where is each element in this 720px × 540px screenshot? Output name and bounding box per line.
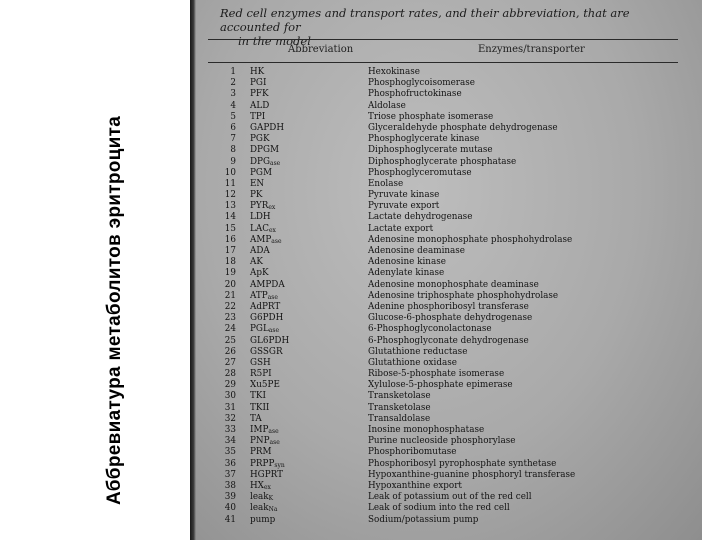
abbreviation-text: GSH [250,357,271,368]
row-enzyme: Purine nucleoside phosphorylase [368,436,516,447]
header-rule [208,62,678,63]
row-number: 3 [230,89,236,100]
table-row [190,291,702,302]
abbreviation-text: PFK [250,89,269,100]
table-row [190,436,702,447]
table-row [190,179,702,190]
table-row [190,168,702,179]
row-enzyme: Pyruvate kinase [368,190,440,201]
abbreviation-text: PGM [250,167,272,178]
row-enzyme: Glyceraldehyde phosphate dehydrogenase [368,122,558,133]
row-number: 31 [224,402,236,413]
row-number: 16 [224,234,236,245]
table-row [190,447,702,458]
row-enzyme: Enolase [368,178,404,189]
row-number: 25 [224,335,236,346]
abbreviation-text: LAC [250,223,269,234]
abbreviation-text: leak [250,503,269,514]
row-abbreviation [250,179,264,190]
row-abbreviation [250,347,283,358]
abbreviation-subscript: Na [268,506,278,514]
row-number: 11 [224,178,236,189]
row-abbreviation [250,67,264,78]
row-abbreviation [250,302,280,313]
table-row [190,380,702,391]
row-number: 5 [230,111,236,122]
row-number: 29 [224,380,236,391]
row-number: 39 [224,492,236,503]
abbreviation-text: AK [250,257,263,268]
table-row [190,302,702,313]
table-row [190,145,702,156]
abbreviation-text: HK [250,67,265,77]
table-row [190,492,702,503]
row-abbreviation [250,515,275,526]
table-row [190,134,702,145]
row-number: 7 [230,134,236,145]
abbreviation-subscript: ase [271,237,282,245]
table-row [190,358,702,369]
abbreviation-text: GL6PDH [250,335,290,346]
table-row [190,515,702,526]
abbreviation-text: PGI [250,78,267,89]
abbreviation-subscript: ase [267,293,278,301]
row-number: 24 [224,324,236,335]
row-number: 8 [230,145,236,156]
row-enzyme: 6-Phosphoglyconolactonase [368,324,492,335]
table-row [190,212,702,223]
row-abbreviation [250,358,271,369]
row-number: 4 [230,100,236,111]
abbreviation-text: PRM [250,447,272,458]
row-enzyme: Phosphoglyceromutase [368,167,472,178]
row-abbreviation [250,190,263,201]
row-abbreviation [250,78,266,89]
row-number: 2 [230,78,236,89]
row-number: 26 [224,346,236,357]
table-row [190,235,702,246]
row-enzyme: Phosphofructokinase [368,89,462,100]
row-enzyme: Diphosphoglycerate mutase [368,145,493,156]
table-body [190,67,702,526]
abbreviation-text: AMPDA [250,279,285,290]
abbreviation-text: R5PI [250,369,272,380]
table-row [190,369,702,380]
row-enzyme: Phosphoribomutase [368,447,457,458]
abbreviation-text: TPI [250,111,266,122]
abbreviation-text: EN [250,178,265,189]
abbreviation-text: TKII [250,402,270,413]
row-abbreviation [250,280,285,291]
abbreviation-text: PNP [250,436,270,447]
table-row [190,268,702,279]
row-abbreviation [250,212,271,223]
table-row [190,246,702,257]
row-enzyme: Glutathione reductase [368,346,468,357]
row-number: 36 [224,458,236,469]
row-number: 20 [224,279,236,290]
caption-line-1: Red cell enzymes and transport rates, and their abbreviation, that are accounted for [220,6,630,34]
abbreviation-subscript: ase [268,327,280,335]
table-row [190,257,702,268]
row-enzyme: Leak of potassium out of the red cell [368,492,532,503]
row-abbreviation [250,145,279,156]
row-abbreviation [250,391,266,402]
row-enzyme: Adenylate kinase [368,268,445,279]
abbreviation-text: ADA [250,246,270,256]
row-enzyme: Adenine phosphoribosyl transferase [368,301,529,312]
row-enzyme: Phosphoribosyl pyrophosphate synthetase [368,458,557,469]
row-number: 19 [224,268,236,279]
abbreviation-text: PGK [250,134,270,145]
row-abbreviation [250,313,283,324]
table-row [190,403,702,414]
row-enzyme: Sodium/potassium pump [368,514,479,525]
row-number: 35 [224,447,236,458]
row-enzyme: Leak of sodium into the red cell [368,503,510,514]
row-number: 13 [224,201,236,212]
table-caption [220,6,690,48]
row-enzyme: Hypoxanthine export [368,480,462,491]
row-abbreviation [250,336,289,347]
abbreviation-text: GAPDH [250,122,285,133]
table-row [190,190,702,201]
abbreviation-subscript: ex [268,204,276,212]
row-enzyme: Transaldolase [368,413,431,424]
table-row [190,78,702,89]
row-abbreviation [250,257,263,268]
row-enzyme: Aldolase [368,100,406,111]
abbreviation-text: AdPRT [250,301,281,312]
row-number: 14 [224,212,236,223]
abbreviation-subscript: ase [270,159,281,167]
row-number: 23 [224,313,236,324]
abbreviation-text: Xu5PE [250,380,280,391]
abbreviation-text: pump [250,514,276,525]
row-enzyme: Pyruvate export [368,201,440,212]
row-number: 34 [224,436,236,447]
row-number: 21 [224,290,236,301]
abbreviation-text: AMP [250,234,272,245]
row-number: 1 [230,67,236,77]
table-row [190,391,702,402]
row-abbreviation [250,447,272,458]
table-row [190,470,702,481]
row-abbreviation [250,369,272,380]
row-abbreviation [250,112,265,123]
row-abbreviation [250,101,269,112]
abbreviation-text: ApK [250,268,269,279]
table-row [190,157,702,168]
abbreviation-text: TA [250,413,262,424]
abbreviation-text: G6PDH [250,313,284,324]
row-enzyme: Lactate dehydrogenase [368,212,473,223]
row-enzyme: Adenosine monophosphate phosphohydrolase [368,234,573,245]
abbreviation-subscript: ex [263,483,271,491]
row-number: 12 [224,190,236,201]
row-abbreviation [250,403,269,414]
row-number: 37 [224,469,236,480]
row-abbreviation [250,89,269,100]
row-number: 9 [230,156,236,167]
abbreviation-text: PRPP [250,458,275,469]
abbreviation-text: HX [250,480,264,491]
row-enzyme: Xylulose-5-phosphate epimerase [368,380,513,391]
row-enzyme: Phosphoglycerate kinase [368,134,480,145]
row-number: 33 [224,425,236,435]
table-row [190,347,702,358]
row-number: 30 [224,391,236,402]
table-row [190,224,702,235]
row-enzyme: Transketolase [368,391,431,402]
table-row [190,414,702,425]
table-row [190,459,702,470]
row-number: 41 [224,514,236,525]
abbreviation-subscript: ex [268,226,276,234]
row-enzyme: Phosphoglycoisomerase [368,78,475,89]
top-rule [208,39,678,40]
caption-line-2: in the model [238,34,311,48]
row-enzyme: Adenosine kinase [368,257,446,268]
row-abbreviation [250,168,272,179]
abbreviation-text: IMP [250,425,269,435]
row-enzyme: Lactate export [368,223,434,234]
row-number: 40 [224,503,236,514]
row-enzyme: Glucose-6-phosphate dehydrogenase [368,313,533,324]
row-number: 10 [224,167,236,178]
row-enzyme: Diphosphoglycerate phosphatase [368,156,517,167]
abbreviation-text: HGPRT [250,469,283,480]
abbreviation-header: Abbreviation [288,44,354,55]
row-number: 38 [224,480,236,491]
abbreviation-text: PGL [250,324,269,335]
row-enzyme: Transketolase [368,402,431,413]
row-enzyme: Adenosine triphosphate phosphohydrolase [368,290,559,301]
abbreviation-text: DPG [250,156,270,167]
abbreviation-text: PYR [250,201,269,212]
row-enzyme: Adenosine deaminase [368,246,466,256]
abbreviation-text: LDH [250,212,271,223]
row-number: 17 [224,246,236,256]
abbreviation-text: DPGM [250,145,280,156]
row-enzyme: Triose phosphate isomerase [368,111,494,122]
abbreviation-text: leak [250,492,269,503]
row-enzyme: Hexokinase [368,67,420,77]
row-number: 28 [224,369,236,380]
table-row [190,425,702,436]
row-abbreviation [250,123,284,134]
row-abbreviation [250,134,270,145]
abbreviation-subscript: syn [274,461,285,469]
row-number: 27 [224,357,236,368]
row-number: 6 [230,122,236,133]
row-abbreviation [250,268,269,279]
table-row [190,324,702,335]
table-row [190,123,702,134]
table-row [190,503,702,514]
table-row [190,201,702,212]
row-abbreviation [250,414,262,425]
table-row [190,481,702,492]
abbreviation-text: ATP [250,290,268,301]
row-enzyme: Glutathione oxidase [368,357,457,368]
abbreviation-text: GSSGR [250,346,283,357]
abbreviation-text: TKI [250,391,266,402]
row-enzyme: Inosine monophosphatase [368,425,485,435]
abbreviation-subscript: ase [269,439,280,447]
row-abbreviation [250,246,270,257]
abbreviation-subscript: ase [268,428,279,435]
row-number: 15 [224,223,236,234]
abbreviation-text: ALD [250,100,270,111]
table-row [190,112,702,123]
row-abbreviation [250,470,283,481]
table-row [190,67,702,78]
row-enzyme: 6-Phosphoglyconate dehydrogenase [368,335,529,346]
row-enzyme: Ribose-5-phosphate isomerase [368,369,505,380]
enzyme-header: Enzymes/transporter [478,44,585,55]
slide-title: Аббревиатура метаболитов эритроцита [104,115,125,505]
table-row [190,101,702,112]
row-enzyme: Hypoxanthine-guanine phosphoryl transferase [368,469,576,480]
row-number: 18 [224,257,236,268]
table-row [190,313,702,324]
table-row [190,336,702,347]
abbreviation-subscript: K [268,495,274,503]
row-abbreviation [250,380,280,391]
scanned-table-photo [190,0,702,540]
abbreviation-text: PK [250,190,263,201]
table-row [190,280,702,291]
table-row [190,89,702,100]
row-enzyme: Adenosine monophosphate deaminase [368,279,539,290]
row-number: 22 [224,301,236,312]
row-number: 32 [224,413,236,424]
